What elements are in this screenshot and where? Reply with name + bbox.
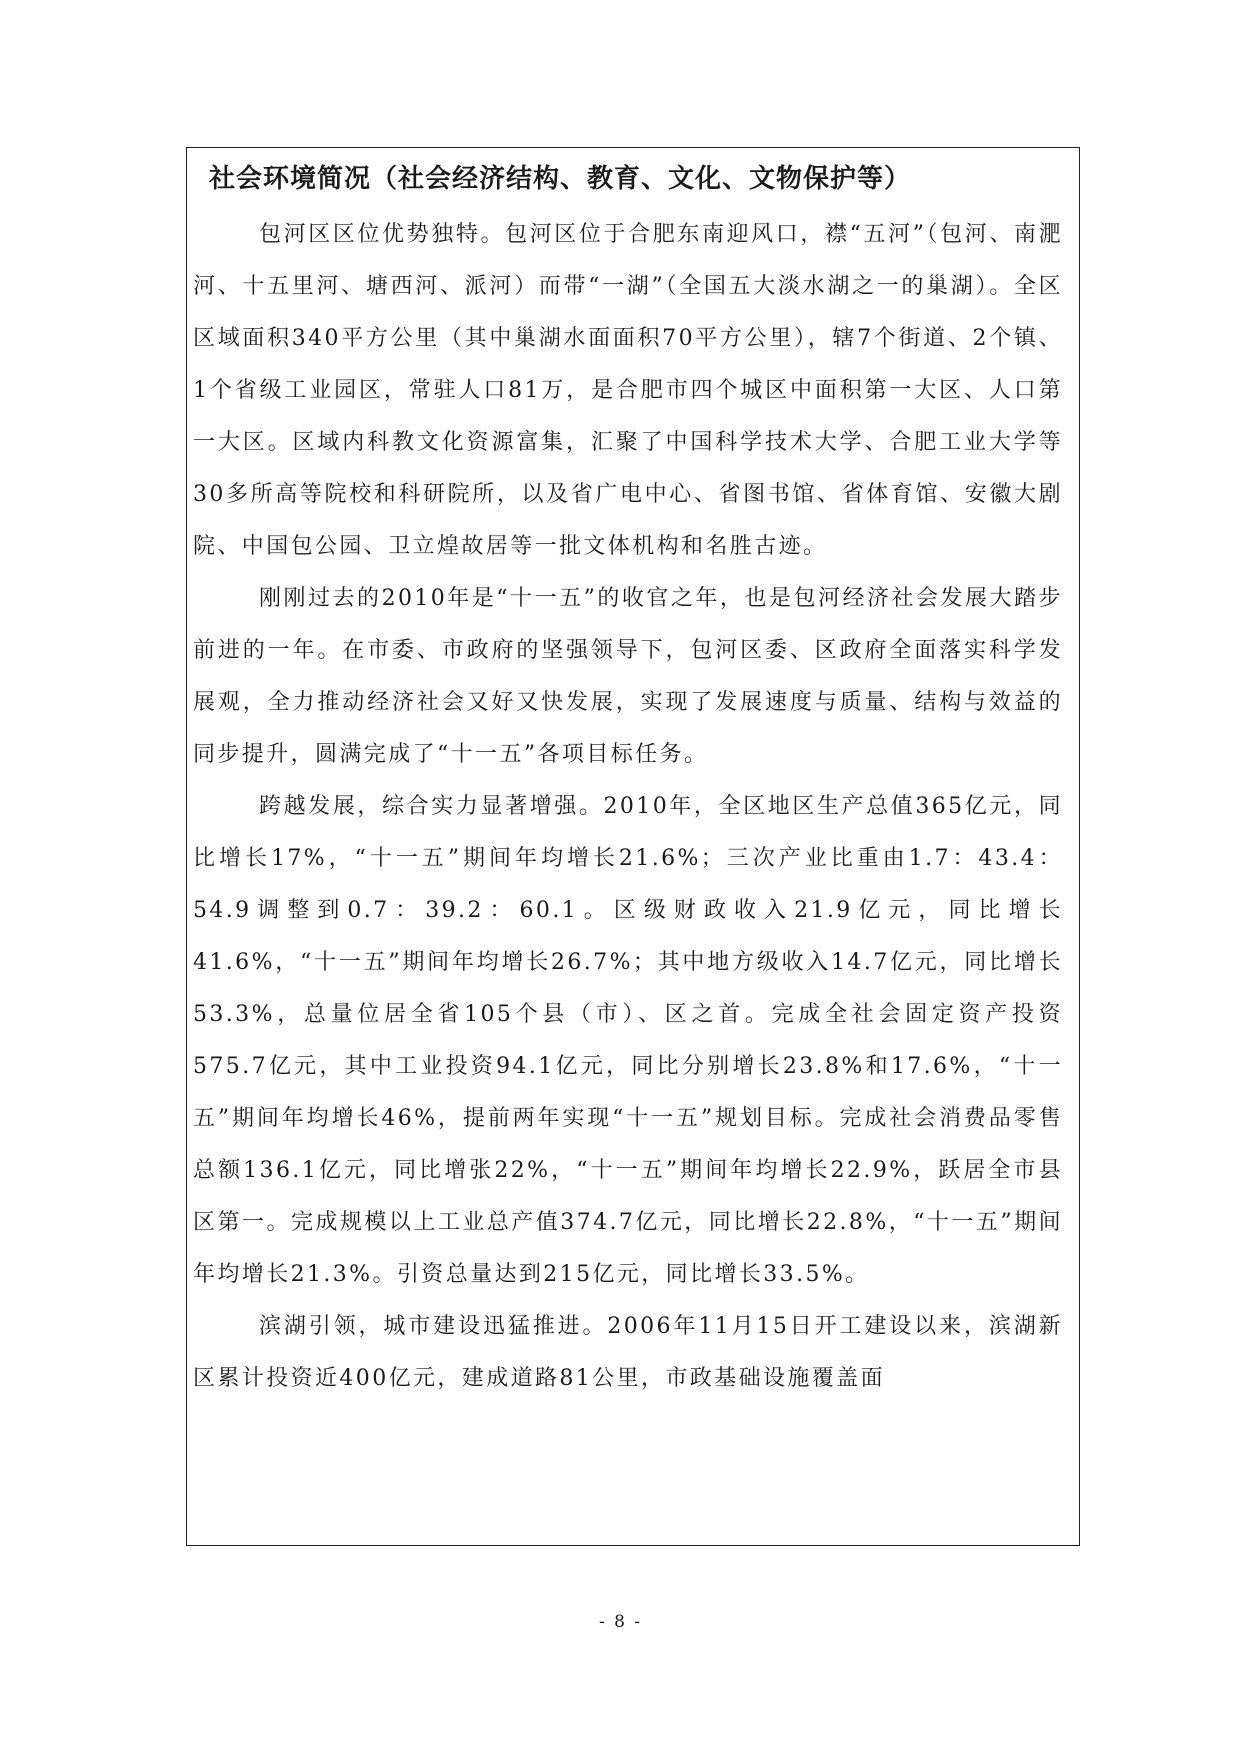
paragraph-economic-strength: 跨越发展，综合实力显著增强。2010年，全区地区生产总值365亿元，同比增长17%，“十一五”期间年均增长21.6%；三次产业比重由1.7：43.4：54.9调整到0.7：39.2：60.1。区级财政收入21.9亿元，同比增长41.6%，“十一五”期间年均增长26.7%；其中地方级收入14.7亿元，同比增长53.3%，总量位居全省105个县（市）、区之首。完成全社会固定资产投资575.7亿元，其中工业投资94.1亿元，同比分别增长23.8%和17.6%，“十一五”期间年均增长46%，提前两年实现“十一五”规划目标。完成社会消费品零售总额136.1亿元，同比增张22%，“十一五”期间年均增长22.9%，跃居全市县区第一。完成规模以上工业总产值374.7亿元，同比增长22.8%，“十一五”期间年均增长21.3%。引资总量达到215亿元，同比增长33.5%。 [193,794,1063,1287]
page-number: - 8 - [598,1612,643,1632]
content-box [186,147,1080,1546]
body-text [193,209,1063,1405]
paragraph-2010-review: 刚刚过去的2010年是“十一五”的收官之年，也是包河经济社会发展大踏步前进的一年。在市委、市政府的坚强领导下，包河区委、区政府全面落实科学发展观，全力推动经济社会又好又快发展，实现了发展速度与质量、结构与效益的同步提升，圆满完成了“十一五”各项目标任务。 [193,586,1063,767]
section-title: 社会环境简况（社会经济结构、教育、文化、文物保护等） [209,164,912,194]
paragraph-location: 包河区区位优势独特。包河区位于合肥东南迎风口，襟“五河”（包河、南淝河、十五里河、塘西河、派河）而带“一湖”（全国五大淡水湖之一的巢湖）。全区区域面积340平方公里（其中巢湖水面面积70平方公里），辖7个街道、2个镇、1个省级工业园区，常驻人口81万，是合肥市四个城区中面积第一大区、人口第一大区。区域内科教文化资源富集，汇聚了中国科学技术大学、合肥工业大学等30多所高等院校和科研院所，以及省广电中心、省图书馆、省体育馆、安徽大剧院、中国包公园、卫立煌故居等一批文体机构和名胜古迹。 [193,222,1063,559]
paragraph-binhu-construction: 滨湖引领，城市建设迅猛推进。2006年11月15日开工建设以来，滨湖新区累计投资近400亿元，建成道路81公里，市政基础设施覆盖面 [193,1314,1063,1391]
